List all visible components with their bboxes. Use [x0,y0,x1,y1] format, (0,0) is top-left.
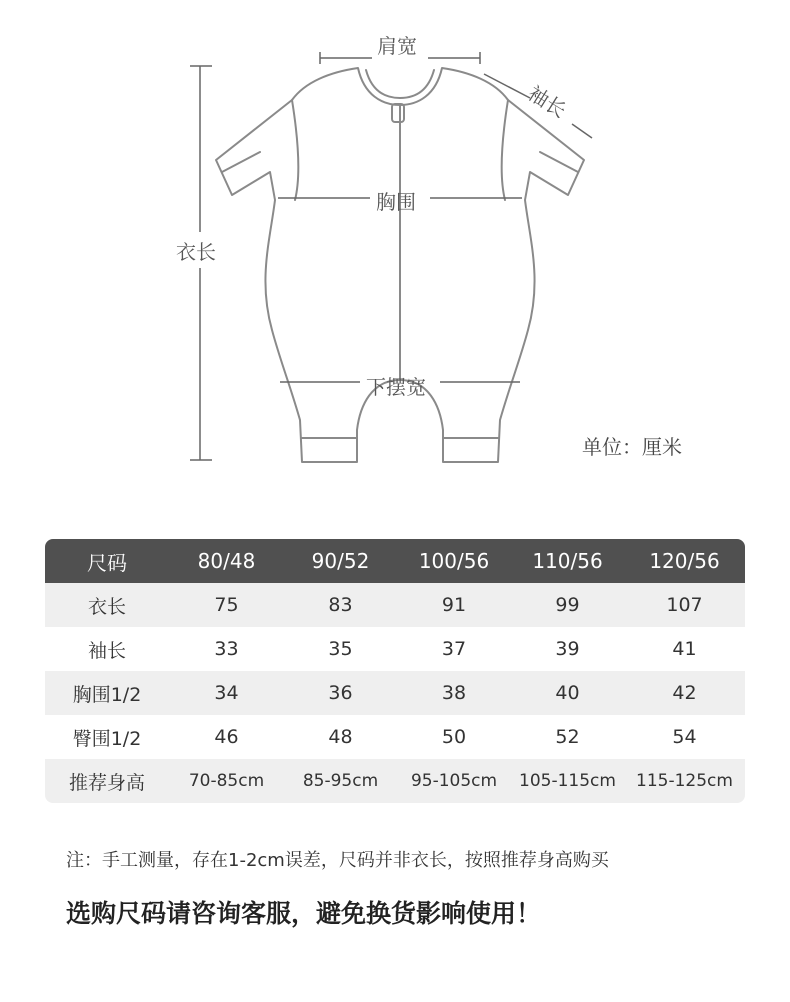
table-cell: 40 [555,682,580,704]
header-cell: 80/48 [197,549,256,573]
row-label: 臀围1/2 [72,727,142,750]
table-cell: 38 [441,682,467,704]
header-cell: 120/56 [649,549,720,573]
table-cell: 41 [672,638,697,660]
row-label: 推荐身高 [68,771,145,794]
garment-diagram [0,0,790,500]
table-row [45,759,745,803]
table-cell: 39 [555,638,580,660]
table-cell: 95-105cm [410,771,498,791]
row-label: 胸围1/2 [72,683,142,706]
table-cell: 107 [666,594,703,616]
table-cell: 83 [328,594,353,616]
table-cell: 99 [555,594,580,616]
cuff-left [222,152,260,172]
table-cell: 36 [328,682,353,704]
body-length-label: 衣长 [176,240,216,264]
zipper-pull [392,104,404,122]
table-cell: 50 [441,726,467,748]
row-label: 衣长 [87,595,126,618]
table-cell: 48 [328,726,353,748]
table-cell: 91 [441,594,467,616]
table-cell: 75 [214,594,239,616]
cuff-right [540,152,578,172]
table-cell: 52 [555,726,580,748]
table-cell: 35 [328,638,353,660]
collar-line [366,70,434,98]
table-cell: 54 [672,726,697,748]
unit-label: 单位：厘米 [582,435,682,459]
customer-service-note: 选购尺码请咨询客服，避免换货影响使用！ [66,899,542,928]
header-cell: 100/56 [418,549,490,573]
table-row [45,671,745,715]
table-row [45,627,745,671]
header-cell: 90/52 [311,549,370,573]
table-cell: 105-115cm [519,771,616,791]
table-row [45,715,745,759]
table-cell: 34 [214,682,239,704]
table-cell: 37 [441,638,467,660]
table-cell: 33 [214,638,239,660]
sleeve-seam-left [292,100,298,200]
hem-width-label: 下摆宽 [366,375,426,399]
header-cell: 尺码 [87,550,127,575]
table-cell: 46 [214,726,239,748]
table-cell: 70-85cm [188,771,265,791]
measurement-note: 注：手工测量，存在1-2cm误差，尺码并非衣长，按照推荐身高购买 [66,850,609,871]
table-cell: 85-95cm [302,771,379,791]
table-cell: 115-125cm [636,771,733,791]
shoulder-width-label: 肩宽 [377,34,417,58]
sleeve-seam-right [502,100,508,200]
table-cell: 42 [672,682,697,704]
table-row [45,583,745,627]
table-header-row [45,539,745,583]
header-cell: 110/56 [532,549,603,573]
chest-label: 胸围 [376,190,416,214]
size-table [45,539,745,803]
row-label: 袖长 [87,639,126,662]
sleeve-length-label: 袖长 [523,80,571,123]
